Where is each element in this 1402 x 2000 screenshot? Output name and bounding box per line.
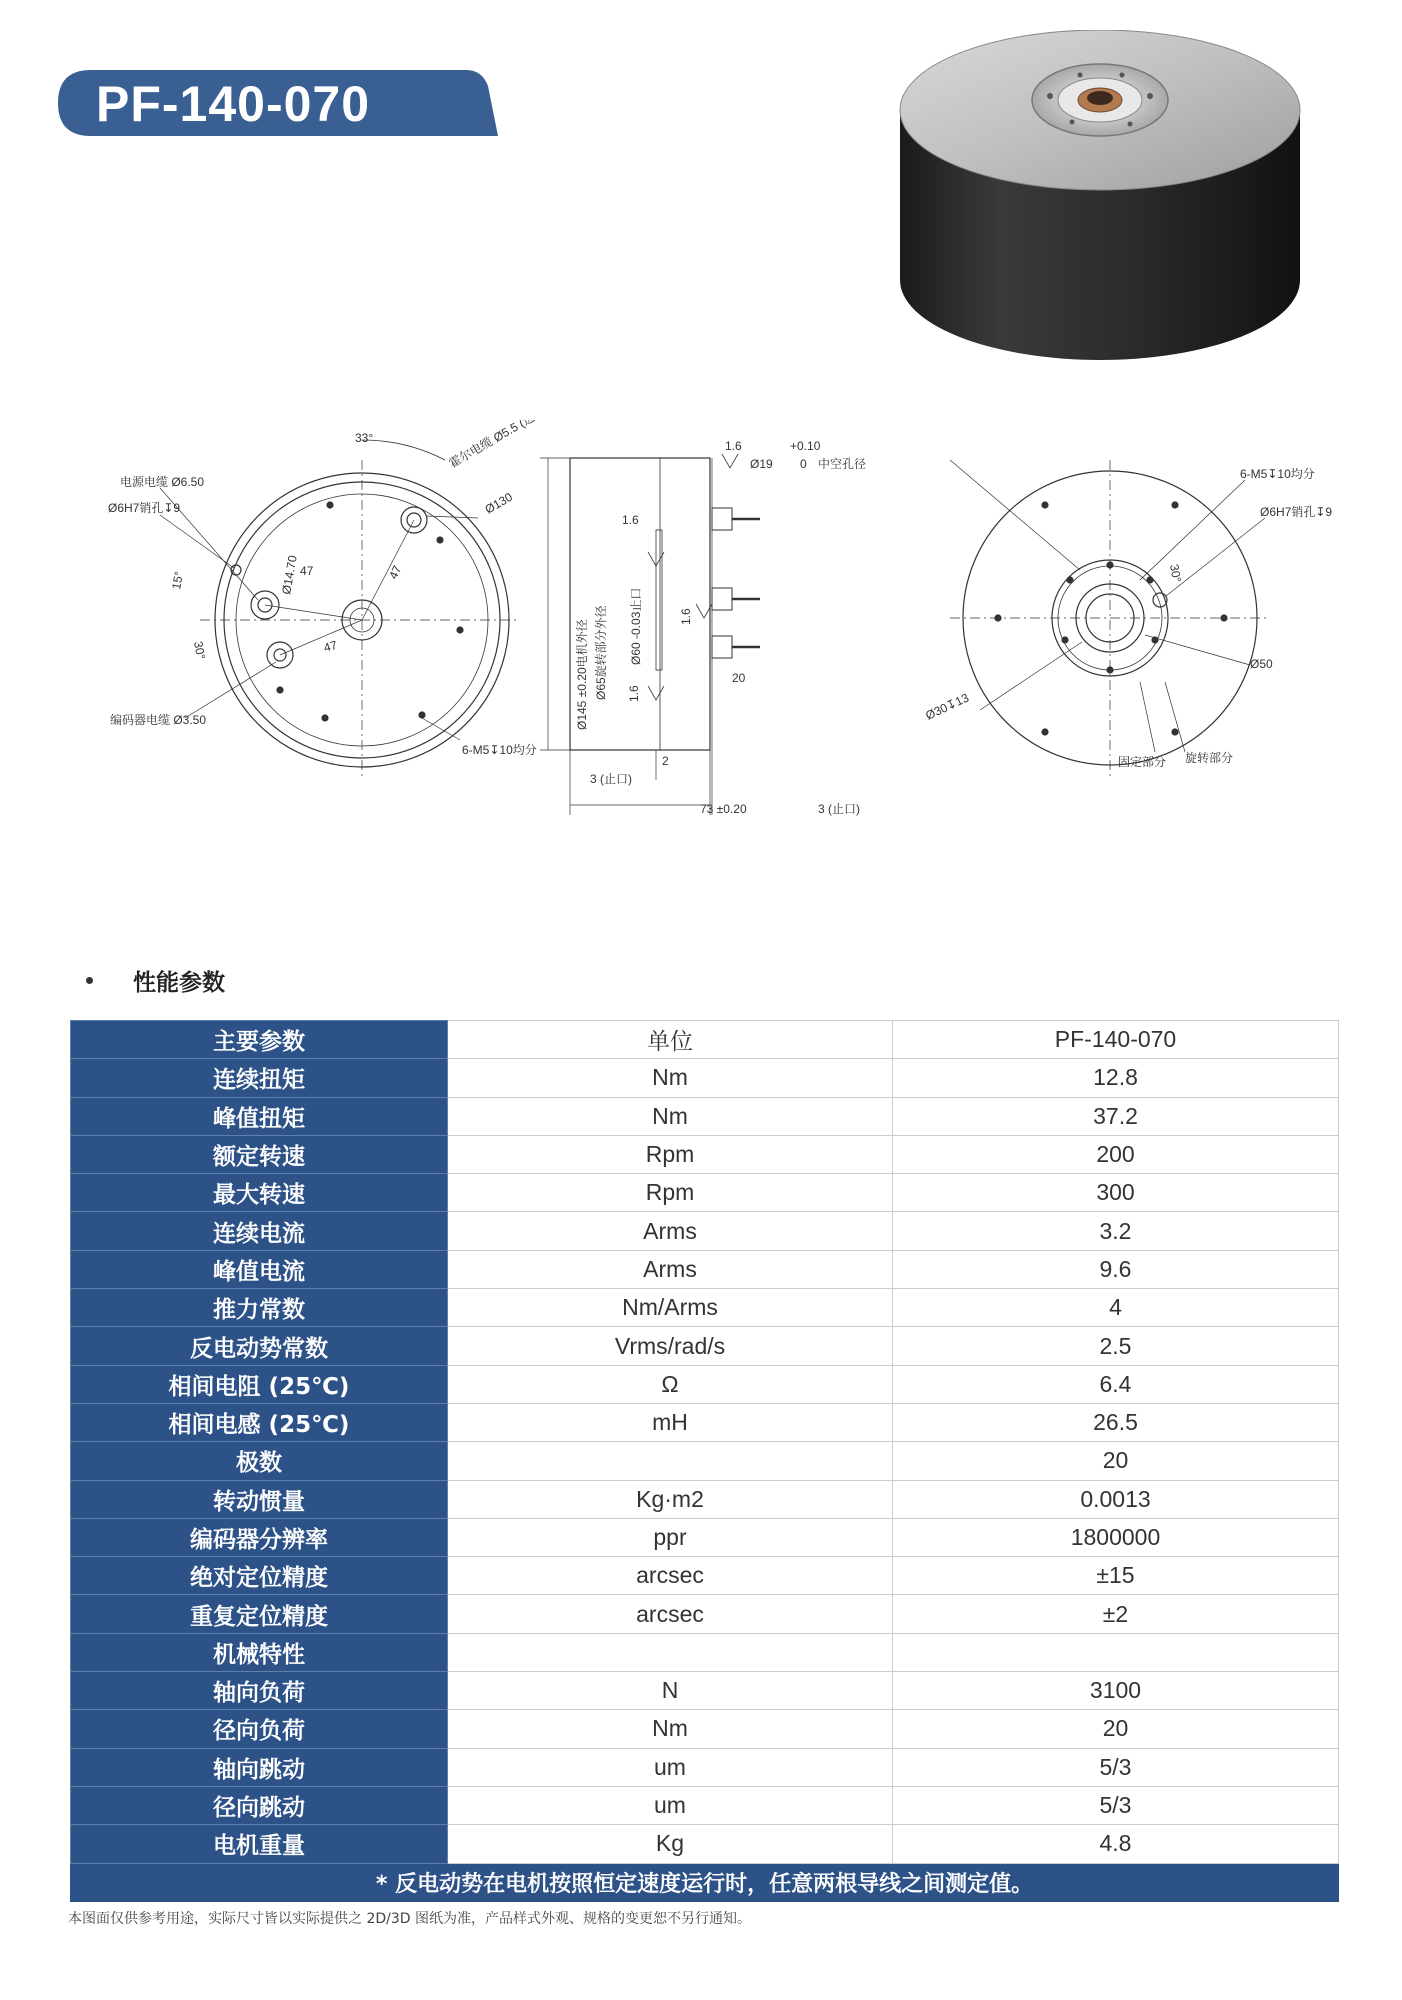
value-cell: 1800000 xyxy=(893,1518,1339,1556)
header-unit: 单位 xyxy=(448,1021,893,1059)
unit-cell: Rpm xyxy=(448,1135,893,1173)
value-cell: 3.2 xyxy=(893,1212,1339,1250)
front-hall-cable: 霍尔电缆 Ø5.5 (选配) xyxy=(446,420,552,471)
section-heading xyxy=(86,962,225,998)
value-cell: 4 xyxy=(893,1289,1339,1327)
table-row xyxy=(71,1480,1339,1518)
unit-cell: Arms xyxy=(448,1250,893,1288)
side-spigot-right: 3 (止口) xyxy=(818,802,861,816)
table-row xyxy=(71,1059,1339,1097)
param-cell: 相间电感 (25℃) xyxy=(71,1403,448,1441)
spec-header-row xyxy=(71,1021,1339,1059)
table-row xyxy=(71,1289,1339,1327)
param-cell: 编码器分辨率 xyxy=(71,1518,448,1556)
unit-cell: Nm xyxy=(448,1059,893,1097)
table-row xyxy=(71,1327,1339,1365)
value-cell: 3100 xyxy=(893,1672,1339,1710)
value-cell: 200 xyxy=(893,1135,1339,1173)
side-dim-20: 20 xyxy=(732,671,746,685)
back-pin-hole: Ø6H7销孔↧9 xyxy=(1260,505,1333,519)
side-rough-bot: 1.6 xyxy=(627,685,641,702)
table-row xyxy=(71,1633,1339,1671)
unit-cell: ppr xyxy=(448,1518,893,1556)
model-title: PF-140-070 xyxy=(96,76,371,132)
param-cell: 轴向跳动 xyxy=(71,1748,448,1786)
param-cell: 重复定位精度 xyxy=(71,1595,448,1633)
table-row xyxy=(71,1135,1339,1173)
side-rough-mid: 1.6 xyxy=(679,608,693,625)
back-view xyxy=(950,460,1270,776)
unit-cell xyxy=(448,1633,893,1671)
table-row xyxy=(71,1748,1339,1786)
table-row xyxy=(71,1403,1339,1441)
value-cell: 4.8 xyxy=(893,1825,1339,1863)
unit-cell: Rpm xyxy=(448,1174,893,1212)
param-cell: 反电动势常数 xyxy=(71,1327,448,1365)
side-dia-65: Ø65旋转部分外径 xyxy=(594,605,608,700)
front-dim-47-b: 47 xyxy=(386,563,405,582)
front-power-cable: 电源电缆 Ø6.50 xyxy=(120,475,205,489)
side-spigot-left: 3 (止口) xyxy=(590,772,633,786)
back-dia-30: Ø30↧13 xyxy=(923,690,972,723)
param-cell: 径向跳动 xyxy=(71,1786,448,1824)
value-cell: 2.5 xyxy=(893,1327,1339,1365)
value-cell: ±15 xyxy=(893,1557,1339,1595)
product-image xyxy=(890,30,1310,370)
value-cell: 20 xyxy=(893,1442,1339,1480)
side-length-73: 73 ±0.20 xyxy=(700,802,747,816)
table-row xyxy=(71,1672,1339,1710)
unit-cell: arcsec xyxy=(448,1595,893,1633)
param-cell: 转动惯量 xyxy=(71,1480,448,1518)
side-dia-145: Ø145 ±0.20电机外径 xyxy=(575,619,589,730)
table-row xyxy=(71,1250,1339,1288)
unit-cell: Nm xyxy=(448,1710,893,1748)
value-cell: 6.4 xyxy=(893,1365,1339,1403)
table-row xyxy=(71,1595,1339,1633)
front-dia-14-70: Ø14.70 xyxy=(279,554,300,596)
front-dim-47-c: 47 xyxy=(322,637,339,655)
param-cell: 绝对定位精度 xyxy=(71,1557,448,1595)
table-row xyxy=(71,1710,1339,1748)
technical-drawing xyxy=(100,420,1360,840)
side-tol-plus: +0.10 xyxy=(790,439,821,453)
side-dia-19: Ø19 xyxy=(750,457,773,471)
param-cell: 极数 xyxy=(71,1442,448,1480)
unit-cell: arcsec xyxy=(448,1557,893,1595)
value-cell: 5/3 xyxy=(893,1748,1339,1786)
front-angle-33: 33° xyxy=(355,431,374,445)
unit-cell: Kg xyxy=(448,1825,893,1863)
title-banner xyxy=(58,70,498,136)
back-angle-30: 30° xyxy=(1167,563,1184,584)
value-cell: 12.8 xyxy=(893,1059,1339,1097)
unit-cell: Arms xyxy=(448,1212,893,1250)
value-cell xyxy=(893,1633,1339,1671)
unit-cell: um xyxy=(448,1748,893,1786)
unit-cell: mH xyxy=(448,1403,893,1441)
table-row xyxy=(71,1174,1339,1212)
unit-cell: Nm xyxy=(448,1097,893,1135)
value-cell: 5/3 xyxy=(893,1786,1339,1824)
footnote-text: * 反电动势在电机按照恒定速度运行时，任意两根导线之间测定值。 xyxy=(71,1863,1339,1901)
value-cell: 9.6 xyxy=(893,1250,1339,1288)
back-rotating-part: 旋转部分 xyxy=(1185,751,1234,765)
param-cell: 机械特性 xyxy=(71,1633,448,1671)
value-cell: 20 xyxy=(893,1710,1339,1748)
front-view xyxy=(160,440,520,780)
table-row xyxy=(71,1442,1339,1480)
front-angle-30: 30° xyxy=(191,640,208,661)
side-rough-top: 1.6 xyxy=(622,513,639,527)
param-cell: 连续电流 xyxy=(71,1212,448,1250)
unit-cell: N xyxy=(448,1672,893,1710)
value-cell: 300 xyxy=(893,1174,1339,1212)
front-m5-holes: 6-M5↧10均分 xyxy=(462,743,537,757)
spec-table xyxy=(70,1020,1339,1902)
param-cell: 推力常数 xyxy=(71,1289,448,1327)
side-view xyxy=(540,454,760,815)
value-cell: ±2 xyxy=(893,1595,1339,1633)
unit-cell: Ω xyxy=(448,1365,893,1403)
unit-cell: Vrms/rad/s xyxy=(448,1327,893,1365)
side-tol-zero: 0 xyxy=(800,457,807,471)
unit-cell: Nm/Arms xyxy=(448,1289,893,1327)
value-cell: 26.5 xyxy=(893,1403,1339,1441)
table-row xyxy=(71,1097,1339,1135)
back-m5-holes: 6-M5↧10均分 xyxy=(1240,467,1315,481)
front-angle-15: 15° xyxy=(169,570,187,591)
param-cell: 相间电阻 (25℃) xyxy=(71,1365,448,1403)
header-model: PF-140-070 xyxy=(893,1021,1339,1059)
front-encoder-cable: 编码器电缆 Ø3.50 xyxy=(110,713,207,727)
side-rough-left: 1.6 xyxy=(725,439,742,453)
table-row xyxy=(71,1518,1339,1556)
table-row xyxy=(71,1557,1339,1595)
table-row xyxy=(71,1825,1339,1863)
disclaimer: 本图面仅供参考用途，实际尺寸皆以实际提供之 2D/3D 图纸为准，产品样式外观、规格的变更恕不另行通知。 xyxy=(68,1911,751,1927)
param-cell: 径向负荷 xyxy=(71,1710,448,1748)
header-param: 主要参数 xyxy=(71,1021,448,1059)
table-row xyxy=(71,1212,1339,1250)
side-dim-2: 2 xyxy=(662,754,669,768)
unit-cell: Kg·m2 xyxy=(448,1480,893,1518)
bullet-icon xyxy=(86,977,93,984)
param-cell: 电机重量 xyxy=(71,1825,448,1863)
back-dia-50: Ø50 xyxy=(1250,657,1273,671)
front-pin-hole: Ø6H7销孔↧9 xyxy=(108,501,181,515)
footnote-row xyxy=(71,1863,1339,1901)
section-title: 性能参数 xyxy=(133,969,225,996)
table-row xyxy=(71,1365,1339,1403)
param-cell: 峰值扭矩 xyxy=(71,1097,448,1135)
value-cell: 37.2 xyxy=(893,1097,1339,1135)
back-fixed-part: 固定部分 xyxy=(1118,755,1167,769)
front-dim-47-a: 47 xyxy=(300,564,314,578)
table-row xyxy=(71,1786,1339,1824)
unit-cell xyxy=(448,1442,893,1480)
param-cell: 轴向负荷 xyxy=(71,1672,448,1710)
param-cell: 连续扭矩 xyxy=(71,1059,448,1097)
param-cell: 额定转速 xyxy=(71,1135,448,1173)
param-cell: 最大转速 xyxy=(71,1174,448,1212)
front-dia-130: Ø130 xyxy=(482,489,515,517)
unit-cell: um xyxy=(448,1786,893,1824)
side-dia-60: Ø60 -0.03止口 xyxy=(629,587,643,665)
side-hollow: 中空孔径 xyxy=(818,457,867,471)
value-cell: 0.0013 xyxy=(893,1480,1339,1518)
param-cell: 峰值电流 xyxy=(71,1250,448,1288)
